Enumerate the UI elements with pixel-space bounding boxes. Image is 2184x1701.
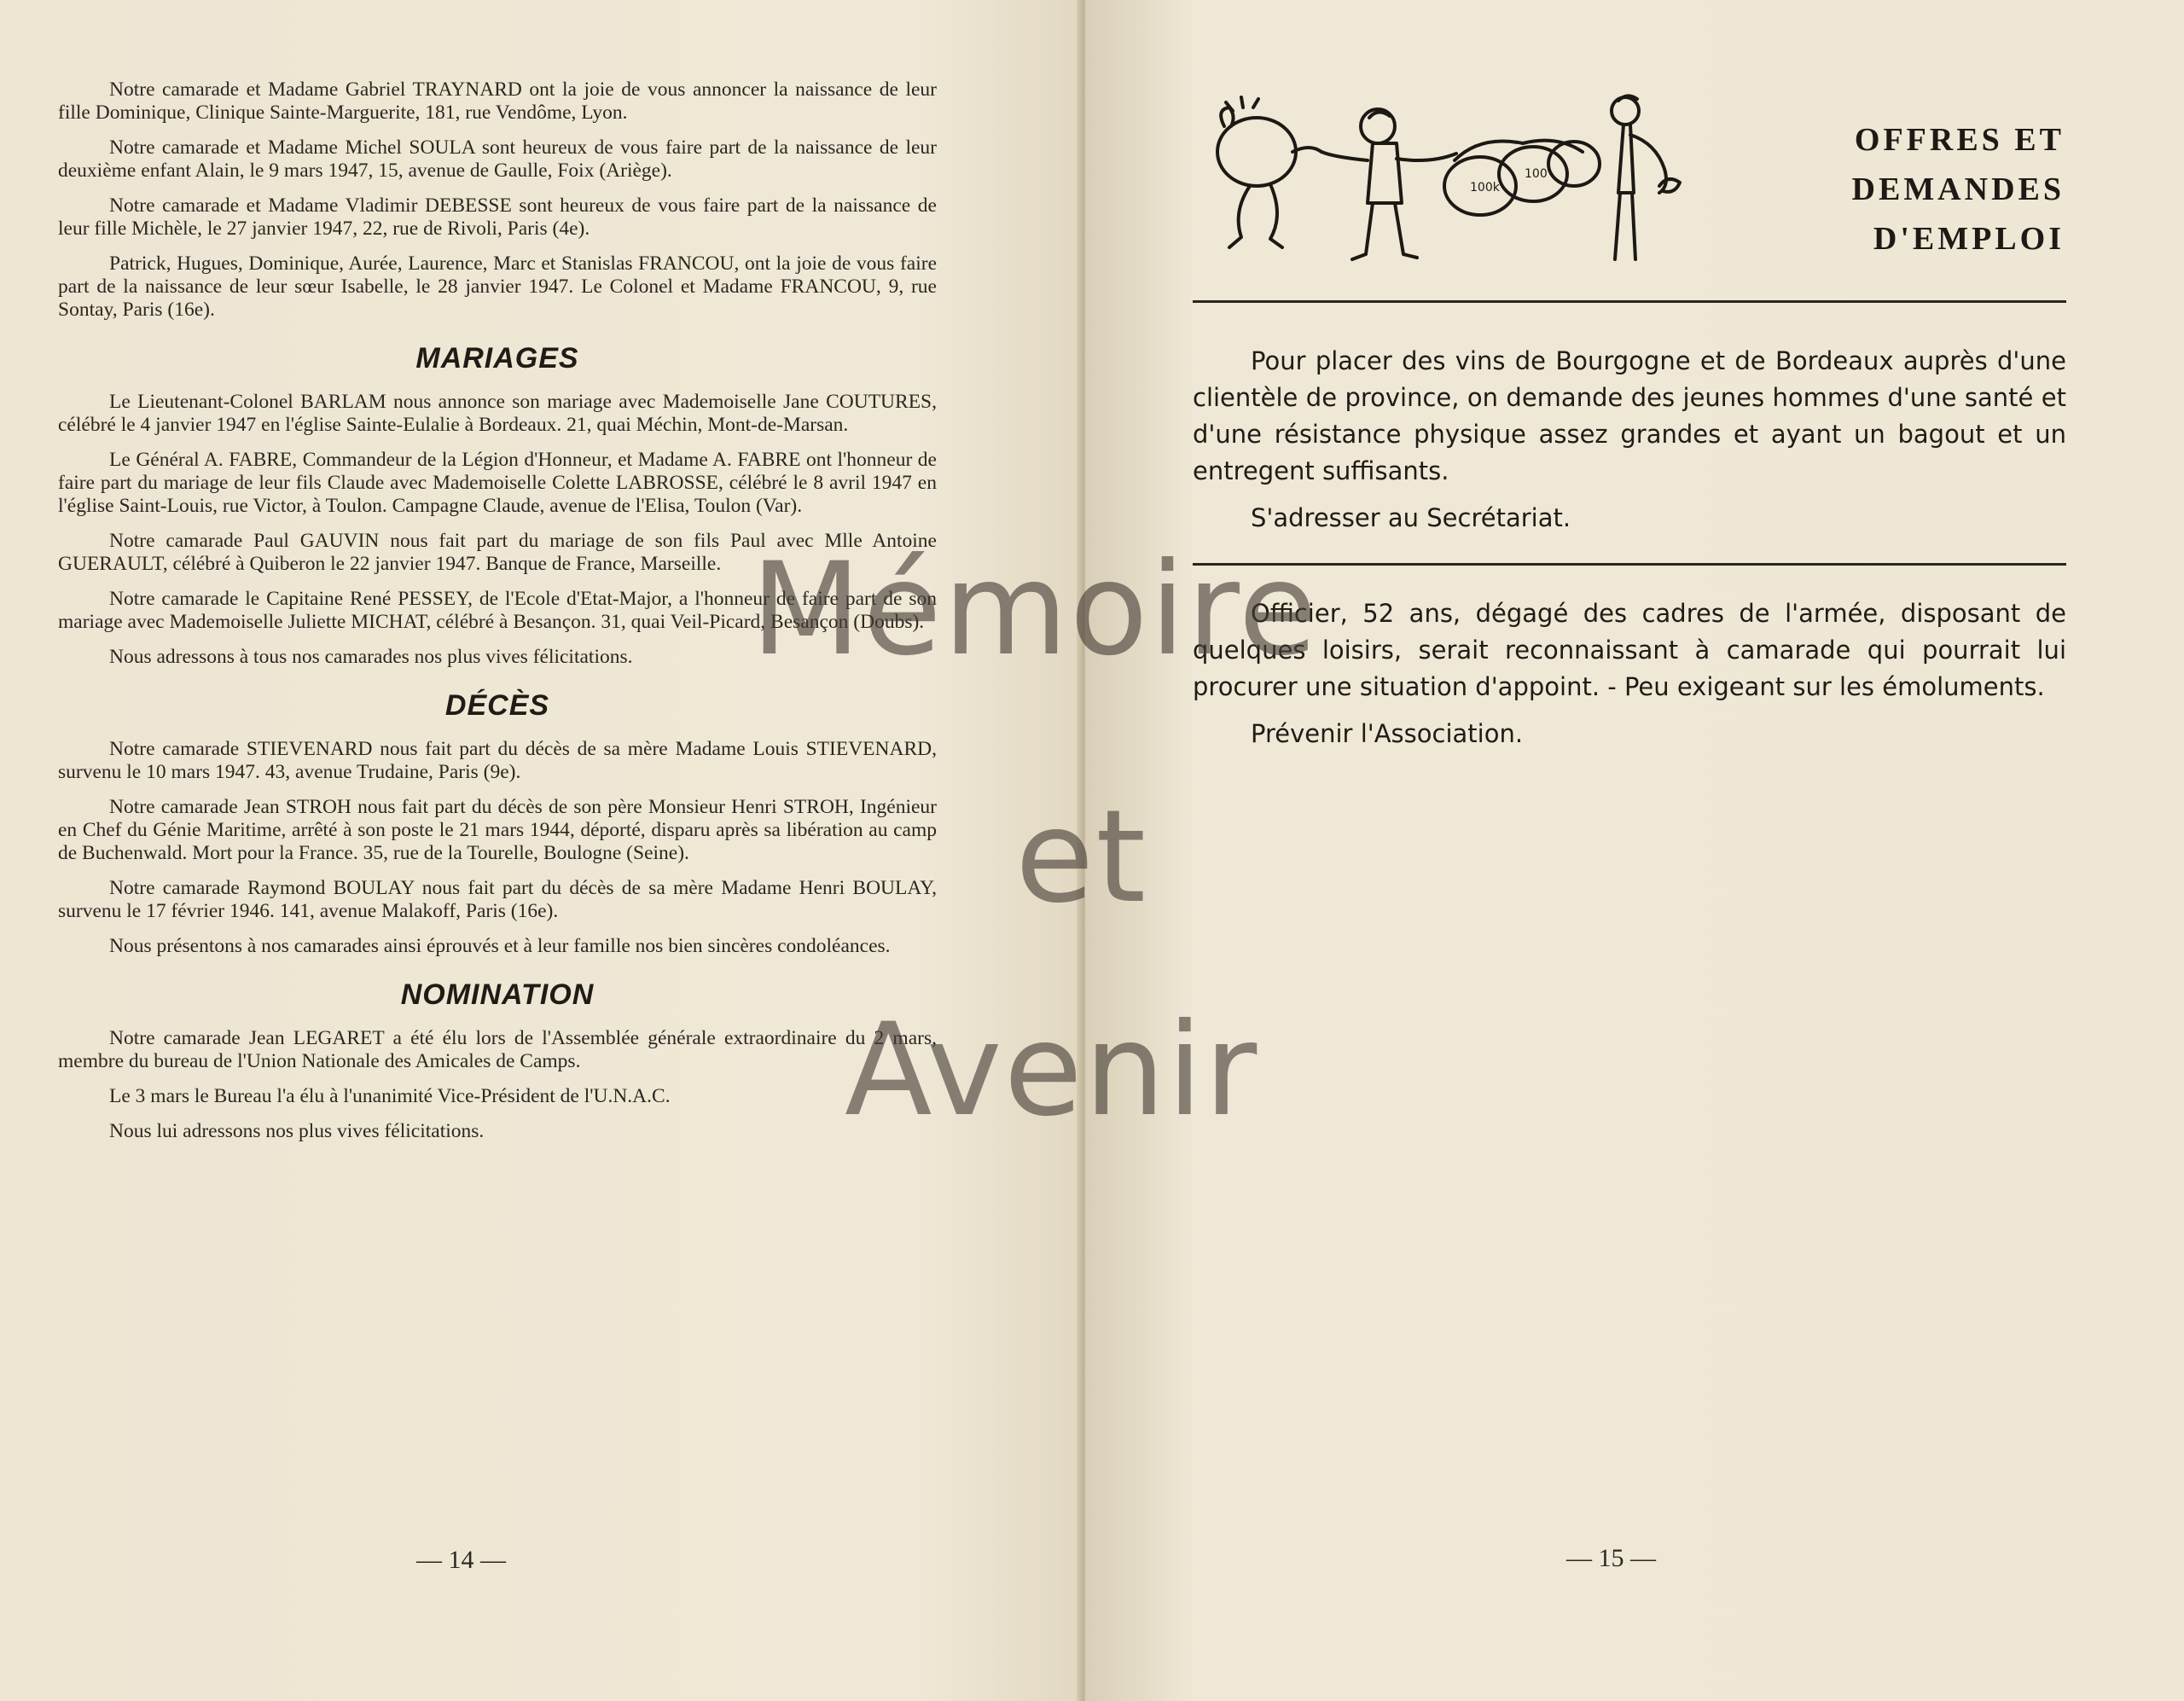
divider-rule: [1193, 563, 2066, 566]
divider-rule: [1193, 300, 2066, 303]
nomination-notice: Notre camarade Jean LEGARET a été élu lors de l'Assemblée générale extraordinaire du 2 mars, membre du bureau de l'Union Nationale des Amicales de Camps.: [58, 1027, 937, 1072]
death-notice: Notre camarade STIEVENARD nous fait part du décès de sa mère Madame Louis STIEVENARD, survenu le 10 mars 1947. 43, avenue Trudaine, Paris (9e).: [58, 738, 937, 783]
sack-label: 100k: [1470, 181, 1500, 194]
title-line: D'EMPLOI: [1873, 221, 2065, 257]
job-offer-block: [1193, 343, 2066, 547]
cartoon-illustration: [1199, 92, 1693, 280]
nomination-notice: Le 3 mars le Bureau l'a élu à l'unanimité Vice-Président de l'U.N.A.C.: [109, 1085, 671, 1107]
watermark-line: Mémoire: [751, 536, 1319, 684]
section-title: [1740, 115, 2065, 264]
marriage-notice: Le Général A. FABRE, Commandeur de la Légion d'Honneur, et Madame A. FABRE ont l'honneur de faire part du mariage de leur fils Claude avec Mademoiselle Colette LABROSSE, célébré le 8 avril 1947 en l'église Saint-Louis, rue Victor, à Toulon. Campagne Claude, avenue de l'Elisa, Toulon (Var).: [58, 449, 937, 517]
condolences-closing: Nous présentons à nos camarades ainsi éprouvés et à leur famille nos bien sincères condoléances.: [109, 935, 891, 957]
birth-notice: Patrick, Hugues, Dominique, Aurée, Laurence, Marc et Stanislas FRANCOU, ont la joie de vous faire part de la naissance de leur sœur Isabelle, le 28 janvier 1947. Le Colonel et Madame FRANCOU, 9, rue Sontay, Paris (16e).: [58, 253, 937, 321]
marriage-notice: Le Lieutenant-Colonel BARLAM nous annonce son mariage avec Mademoiselle Jane COUTURES, célébré le 4 janvier 1947 en l'église Sainte-Eulalie à Bordeaux. 21, quai Méchin, Mont-de-Marsan.: [58, 391, 937, 436]
request-text: Officier, 52 ans, dégagé des cadres de l'armée, disposant de quelques loisirs, serait reconnaissant à camarade qui pourrait lui procurer une situation d'appoint. - Peu exigeant sur les émoluments.: [1193, 599, 2066, 701]
title-line: DEMANDES: [1851, 171, 2065, 207]
page-number-right: — 15 —: [1566, 1544, 1656, 1572]
heading-deces: DÉCÈS: [444, 689, 550, 722]
marriage-closing: Nous adressons à tous nos camarades nos plus vives félicitations.: [109, 646, 633, 668]
job-request-block: [1193, 595, 2066, 763]
marriage-notice: Notre camarade Paul GAUVIN nous fait part du mariage de son fils Paul avec Mlle Antoine GUERAULT, célébré à Quiberon le 22 janvier 1947. Banque de France, Marseille.: [58, 530, 937, 575]
birth-notice: Notre camarade et Madame Gabriel TRAYNARD ont la joie de vous annoncer la naissance de leur fille Dominique, Clinique Sainte-Marguerite, 181, rue Vendôme, Lyon.: [58, 78, 937, 124]
offer-contact: S'adresser au Secrétariat.: [1251, 503, 1571, 532]
marriage-notice: Notre camarade le Capitaine René PESSEY, de l'Ecole d'Etat-Major, a l'honneur de faire part de son mariage avec Mademoiselle Juliette MICHAT, célébré à Besançon. 31, quai Veil-Picard, Besançon (Doubs).: [58, 588, 937, 633]
sack-label: 100: [1525, 167, 1548, 181]
watermark-line: Avenir: [845, 996, 1259, 1145]
page-number-left: — 14 —: [416, 1546, 506, 1574]
request-contact: Prévenir l'Association.: [1251, 719, 1524, 748]
heading-nomination: NOMINATION: [400, 978, 595, 1011]
left-page: [0, 0, 1082, 1701]
heading-mariages: MARIAGES: [415, 342, 579, 374]
nomination-closing: Nous lui adressons nos plus vives félicitations.: [109, 1120, 485, 1142]
death-notice: Notre camarade Raymond BOULAY nous fait part du décès de sa mère Madame Henri BOULAY, survenu le 17 février 1946. 141, avenue Malakoff, Paris (16e).: [58, 877, 937, 922]
title-line: OFFRES ET: [1854, 122, 2065, 158]
death-notice: Notre camarade Jean STROH nous fait part du décès de son père Monsieur Henri STROH, Ingénieur en Chef du Génie Maritime, arrêté à son poste le 21 mars 1944, déporté, disparu après sa libération au camp de Buchenwald. Mort pour la France. 35, rue de la Tourelle, Boulogne (Seine).: [58, 796, 937, 864]
offer-text: Pour placer des vins de Bourgogne et de Bordeaux auprès d'une clientèle de province, on demande des jeunes hommes d'une santé et d'une résistance physique assez grandes et ayant un bagout et un entregent suffisants.: [1193, 346, 2066, 485]
birth-notice: Notre camarade et Madame Michel SOULA sont heureux de vous faire part de la naissance de leur deuxième enfant Alain, le 9 mars 1947, 15, avenue de Gaulle, Foix (Ariège).: [58, 136, 937, 182]
watermark-line: et: [1015, 783, 1148, 932]
birth-notice: Notre camarade et Madame Vladimir DEBESSE sont heureux de vous faire part de la naissance de leur fille Michèle, le 27 janvier 1947, 22, rue de Rivoli, Paris (4e).: [58, 194, 937, 240]
